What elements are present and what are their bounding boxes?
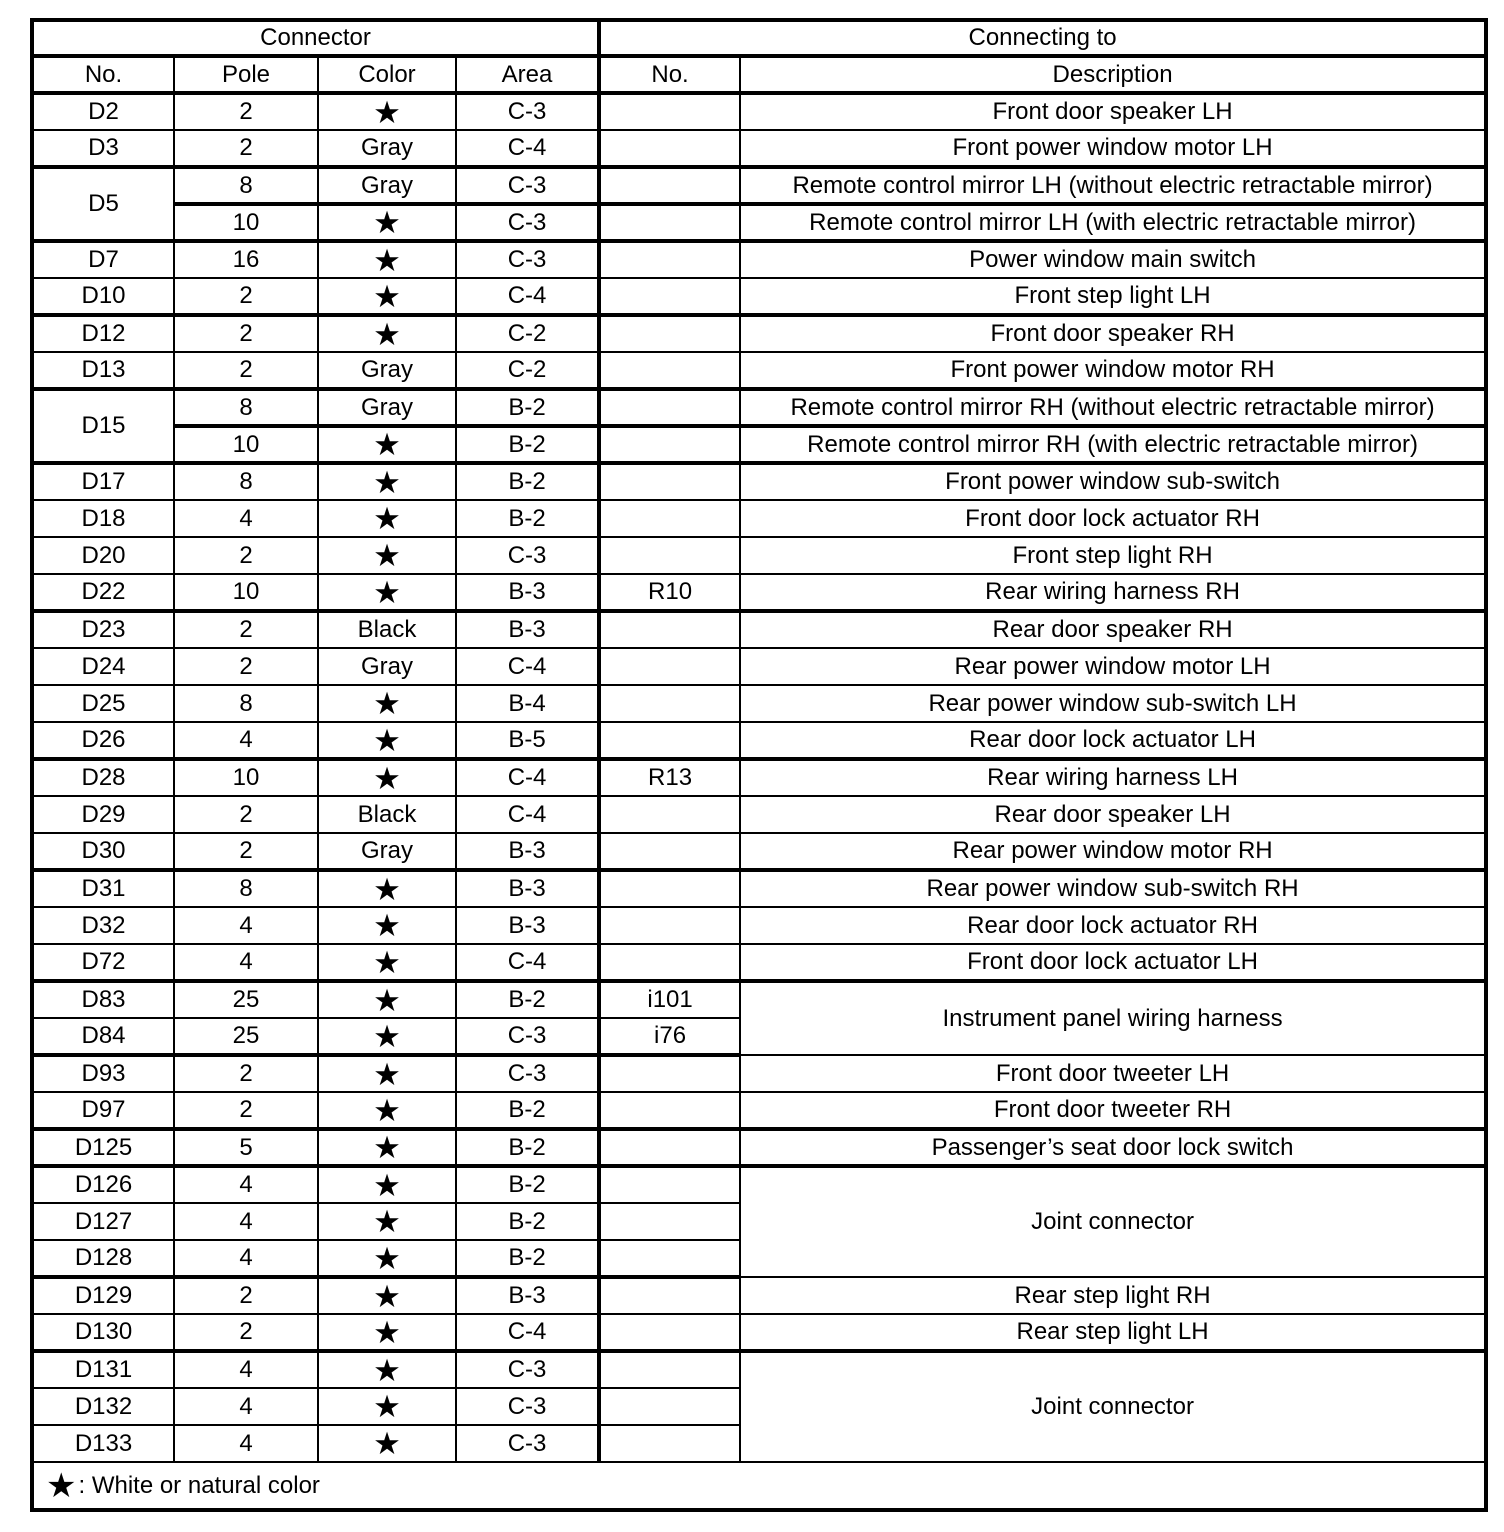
cell-connecting-no: R10 — [599, 574, 740, 611]
cell-pole: 10 — [174, 426, 318, 463]
table-row — [32, 315, 1486, 352]
cell-area: B-4 — [456, 685, 599, 722]
cell-connecting-no — [599, 1166, 740, 1203]
star-icon: ★ — [46, 1466, 77, 1505]
table-row — [32, 167, 1486, 204]
cell-area: B-3 — [456, 870, 599, 907]
cell-connecting-no — [599, 167, 740, 204]
cell-area: C-2 — [456, 315, 599, 352]
cell-connector-no: D125 — [32, 1129, 174, 1166]
cell-connecting-no — [599, 1277, 740, 1314]
cell-description: Rear power window motor LH — [740, 648, 1486, 685]
star-icon-cell: ★ — [318, 1129, 456, 1166]
connector-table — [30, 18, 1488, 1512]
cell-connector-no: D7 — [32, 241, 174, 278]
cell-pole: 8 — [174, 389, 318, 426]
cell-description: Passenger’s seat door lock switch — [740, 1129, 1486, 1166]
cell-pole: 10 — [174, 759, 318, 796]
cell-area: C-4 — [456, 796, 599, 833]
cell-description: Rear door lock actuator LH — [740, 722, 1486, 759]
cell-connector-no: D28 — [32, 759, 174, 796]
cell-description: Front door speaker RH — [740, 315, 1486, 352]
cell-connecting-no — [599, 611, 740, 648]
table-row — [32, 93, 1486, 130]
cell-connecting-no — [599, 907, 740, 944]
cell-pole: 4 — [174, 1203, 318, 1240]
cell-description: Power window main switch — [740, 241, 1486, 278]
cell-pole: 2 — [174, 315, 318, 352]
cell-pole: 8 — [174, 870, 318, 907]
cell-description: Front step light LH — [740, 278, 1486, 315]
cell-connecting-no — [599, 278, 740, 315]
cell-area: C-4 — [456, 1314, 599, 1351]
star-icon-cell: ★ — [318, 981, 456, 1018]
cell-connector-no: D130 — [32, 1314, 174, 1351]
cell-connector-no: D29 — [32, 796, 174, 833]
table-row — [32, 574, 1486, 611]
star-icon-cell: ★ — [318, 870, 456, 907]
table-row — [32, 241, 1486, 278]
star-icon-cell: ★ — [318, 93, 456, 130]
cell-description: Rear door speaker RH — [740, 611, 1486, 648]
cell-description: Rear step light RH — [740, 1277, 1486, 1314]
cell-connector-no: D132 — [32, 1388, 174, 1425]
cell-connector-no: D23 — [32, 611, 174, 648]
cell-connecting-no — [599, 722, 740, 759]
cell-connecting-no — [599, 426, 740, 463]
cell-description: Rear step light LH — [740, 1314, 1486, 1351]
cell-area: C-4 — [456, 759, 599, 796]
cell-connecting-no — [599, 389, 740, 426]
star-icon-cell: ★ — [318, 1018, 456, 1055]
table-row — [32, 833, 1486, 870]
cell-connector-no: D72 — [32, 944, 174, 981]
cell-description: Rear wiring harness LH — [740, 759, 1486, 796]
table-row — [32, 907, 1486, 944]
cell-pole: 2 — [174, 93, 318, 130]
cell-area: B-2 — [456, 500, 599, 537]
cell-connecting-no — [599, 1092, 740, 1129]
cell-pole: 8 — [174, 685, 318, 722]
cell-connector-no: D12 — [32, 315, 174, 352]
star-icon-cell: ★ — [318, 722, 456, 759]
cell-connecting-no: R13 — [599, 759, 740, 796]
cell-pole: 4 — [174, 1166, 318, 1203]
cell-pole: 5 — [174, 1129, 318, 1166]
cell-connecting-no — [599, 1388, 740, 1425]
cell-area: C-4 — [456, 648, 599, 685]
star-icon-cell: ★ — [318, 426, 456, 463]
cell-area: B-2 — [456, 426, 599, 463]
star-icon-cell: ★ — [318, 278, 456, 315]
table-row — [32, 1055, 1486, 1092]
cell-connector-no: D17 — [32, 463, 174, 500]
cell-area: B-2 — [456, 981, 599, 1018]
cell-pole: 2 — [174, 1314, 318, 1351]
cell-description: Front door speaker LH — [740, 93, 1486, 130]
star-icon-cell: ★ — [318, 1055, 456, 1092]
cell-connecting-no — [599, 130, 740, 167]
cell-description: Rear power window sub-switch RH — [740, 870, 1486, 907]
star-icon-cell: ★ — [318, 685, 456, 722]
cell-connector-no: D22 — [32, 574, 174, 611]
star-icon-cell: ★ — [318, 241, 456, 278]
cell-description: Remote control mirror LH (with electric retractable mirror) — [740, 204, 1486, 241]
cell-color: Gray — [318, 352, 456, 389]
cell-connecting-no — [599, 1055, 740, 1092]
cell-connector-no: D24 — [32, 648, 174, 685]
cell-connector-no: D18 — [32, 500, 174, 537]
star-icon-cell: ★ — [318, 463, 456, 500]
cell-connector-no: D3 — [32, 130, 174, 167]
cell-area: B-3 — [456, 611, 599, 648]
cell-connector-no: D131 — [32, 1351, 174, 1388]
table-row — [32, 389, 1486, 426]
cell-area: C-2 — [456, 352, 599, 389]
cell-description: Rear power window motor RH — [740, 833, 1486, 870]
cell-connector-no: D15 — [32, 389, 174, 463]
cell-area: B-5 — [456, 722, 599, 759]
col-header-color: Color — [318, 56, 456, 93]
cell-pole: 10 — [174, 574, 318, 611]
cell-description: Front door tweeter LH — [740, 1055, 1486, 1092]
cell-pole: 2 — [174, 611, 318, 648]
cell-area: B-3 — [456, 1277, 599, 1314]
cell-pole: 8 — [174, 463, 318, 500]
cell-connecting-no — [599, 1351, 740, 1388]
cell-connector-no: D126 — [32, 1166, 174, 1203]
cell-pole: 2 — [174, 1055, 318, 1092]
table-row — [32, 611, 1486, 648]
cell-connector-no: D10 — [32, 278, 174, 315]
cell-color: Gray — [318, 167, 456, 204]
cell-pole: 2 — [174, 130, 318, 167]
cell-connector-no: D93 — [32, 1055, 174, 1092]
col-header-no: No. — [32, 56, 174, 93]
star-icon-cell: ★ — [318, 907, 456, 944]
cell-pole: 4 — [174, 1425, 318, 1462]
group-header-row — [32, 20, 1486, 56]
cell-description: Remote control mirror RH (without electric retractable mirror) — [740, 389, 1486, 426]
cell-area: C-3 — [456, 167, 599, 204]
cell-description: Rear door lock actuator RH — [740, 907, 1486, 944]
cell-description: Remote control mirror LH (without electric retractable mirror) — [740, 167, 1486, 204]
cell-color: Gray — [318, 648, 456, 685]
legend-text: : White or natural color — [78, 1471, 320, 1499]
cell-connector-no: D30 — [32, 833, 174, 870]
table-row — [32, 537, 1486, 574]
cell-connector-no: D31 — [32, 870, 174, 907]
cell-description: Front power window motor LH — [740, 130, 1486, 167]
cell-connector-no: D26 — [32, 722, 174, 759]
star-icon-cell: ★ — [318, 537, 456, 574]
star-icon-cell: ★ — [318, 574, 456, 611]
connector-group-header: Connector — [32, 20, 599, 56]
cell-connecting-no — [599, 241, 740, 278]
cell-connector-no: D83 — [32, 981, 174, 1018]
cell-pole: 4 — [174, 907, 318, 944]
cell-description: Front step light RH — [740, 537, 1486, 574]
cell-connecting-no — [599, 1203, 740, 1240]
cell-pole: 4 — [174, 1351, 318, 1388]
cell-pole: 4 — [174, 1240, 318, 1277]
cell-connecting-no: i76 — [599, 1018, 740, 1055]
cell-pole: 2 — [174, 1277, 318, 1314]
cell-connecting-no — [599, 1314, 740, 1351]
star-icon-cell: ★ — [318, 204, 456, 241]
cell-connecting-no — [599, 500, 740, 537]
cell-area: C-4 — [456, 278, 599, 315]
table-row — [32, 204, 1486, 241]
cell-connecting-no — [599, 204, 740, 241]
cell-area: C-3 — [456, 93, 599, 130]
cell-connector-no: D84 — [32, 1018, 174, 1055]
table-row — [32, 426, 1486, 463]
cell-connecting-no — [599, 93, 740, 130]
cell-area: C-3 — [456, 241, 599, 278]
cell-pole: 4 — [174, 500, 318, 537]
star-icon-cell: ★ — [318, 1092, 456, 1129]
cell-area: C-3 — [456, 1351, 599, 1388]
cell-area: B-2 — [456, 1092, 599, 1129]
cell-area: C-3 — [456, 537, 599, 574]
cell-color: Gray — [318, 130, 456, 167]
table-row — [32, 944, 1486, 981]
cell-pole: 2 — [174, 537, 318, 574]
table-row — [32, 981, 1486, 1018]
cell-connecting-no — [599, 352, 740, 389]
cell-area: C-4 — [456, 944, 599, 981]
cell-pole: 2 — [174, 278, 318, 315]
cell-pole: 2 — [174, 352, 318, 389]
connecting-to-group-header: Connecting to — [599, 20, 1486, 56]
cell-pole: 8 — [174, 167, 318, 204]
col-header-connecting-no: No. — [599, 56, 740, 93]
cell-connecting-no — [599, 1240, 740, 1277]
table-row — [32, 1166, 1486, 1203]
cell-connecting-no: i101 — [599, 981, 740, 1018]
cell-connecting-no — [599, 1129, 740, 1166]
column-header-row — [32, 56, 1486, 93]
cell-color: Black — [318, 611, 456, 648]
table-row — [32, 500, 1486, 537]
cell-color: Gray — [318, 389, 456, 426]
table-row — [32, 463, 1486, 500]
cell-area: B-3 — [456, 833, 599, 870]
cell-pole: 25 — [174, 1018, 318, 1055]
cell-description: Instrument panel wiring harness — [740, 981, 1486, 1055]
legend — [32, 1462, 1486, 1510]
star-icon-cell: ★ — [318, 1240, 456, 1277]
cell-connector-no: D127 — [32, 1203, 174, 1240]
cell-connecting-no — [599, 944, 740, 981]
cell-description: Rear power window sub-switch LH — [740, 685, 1486, 722]
table-row — [32, 1351, 1486, 1388]
cell-area: B-2 — [456, 1129, 599, 1166]
cell-color: Gray — [318, 833, 456, 870]
cell-description: Joint connector — [740, 1166, 1486, 1277]
star-icon-cell: ★ — [318, 1166, 456, 1203]
cell-area: B-3 — [456, 574, 599, 611]
cell-description: Rear door speaker LH — [740, 796, 1486, 833]
cell-area: B-2 — [456, 1166, 599, 1203]
cell-connecting-no — [599, 870, 740, 907]
cell-connector-no: D128 — [32, 1240, 174, 1277]
star-icon-cell: ★ — [318, 315, 456, 352]
table-row — [32, 796, 1486, 833]
table-row — [32, 352, 1486, 389]
cell-connector-no: D97 — [32, 1092, 174, 1129]
cell-connector-no: D2 — [32, 93, 174, 130]
cell-connecting-no — [599, 463, 740, 500]
cell-area: B-3 — [456, 907, 599, 944]
cell-pole: 10 — [174, 204, 318, 241]
cell-pole: 2 — [174, 833, 318, 870]
table-row — [32, 1129, 1486, 1166]
table-row — [32, 870, 1486, 907]
cell-connecting-no — [599, 537, 740, 574]
cell-description: Joint connector — [740, 1351, 1486, 1462]
col-header-area: Area — [456, 56, 599, 93]
cell-description: Front door lock actuator LH — [740, 944, 1486, 981]
cell-area: C-4 — [456, 130, 599, 167]
cell-connecting-no — [599, 685, 740, 722]
cell-description: Rear wiring harness RH — [740, 574, 1486, 611]
cell-area: B-2 — [456, 463, 599, 500]
cell-description: Remote control mirror RH (with electric retractable mirror) — [740, 426, 1486, 463]
cell-pole: 2 — [174, 796, 318, 833]
star-icon-cell: ★ — [318, 1351, 456, 1388]
cell-area: C-3 — [456, 1055, 599, 1092]
table-footer — [32, 1462, 1486, 1510]
cell-connector-no: D32 — [32, 907, 174, 944]
cell-description: Front power window sub-switch — [740, 463, 1486, 500]
cell-pole: 4 — [174, 722, 318, 759]
cell-connecting-no — [599, 796, 740, 833]
star-icon-cell: ★ — [318, 1203, 456, 1240]
cell-connecting-no — [599, 315, 740, 352]
table-row — [32, 130, 1486, 167]
cell-pole: 4 — [174, 1388, 318, 1425]
cell-pole: 2 — [174, 1092, 318, 1129]
cell-connector-no: D13 — [32, 352, 174, 389]
table-body — [32, 93, 1486, 1462]
col-header-pole: Pole — [174, 56, 318, 93]
cell-connecting-no — [599, 1425, 740, 1462]
star-icon-cell: ★ — [318, 759, 456, 796]
cell-connector-no: D133 — [32, 1425, 174, 1462]
cell-area: B-2 — [456, 1203, 599, 1240]
cell-description: Front door tweeter RH — [740, 1092, 1486, 1129]
cell-description: Front door lock actuator RH — [740, 500, 1486, 537]
star-icon-cell: ★ — [318, 944, 456, 981]
cell-color: Black — [318, 796, 456, 833]
cell-connecting-no — [599, 833, 740, 870]
cell-connector-no: D5 — [32, 167, 174, 241]
cell-area: C-3 — [456, 1425, 599, 1462]
table-row — [32, 685, 1486, 722]
star-icon-cell: ★ — [318, 500, 456, 537]
cell-area: C-3 — [456, 204, 599, 241]
table-row — [32, 1277, 1486, 1314]
star-icon-cell: ★ — [318, 1425, 456, 1462]
cell-pole: 16 — [174, 241, 318, 278]
cell-area: B-2 — [456, 1240, 599, 1277]
table-header — [32, 20, 1486, 93]
cell-area: C-3 — [456, 1388, 599, 1425]
cell-connector-no: D20 — [32, 537, 174, 574]
cell-connector-no: D25 — [32, 685, 174, 722]
cell-pole: 25 — [174, 981, 318, 1018]
star-icon-cell: ★ — [318, 1277, 456, 1314]
table-row — [32, 759, 1486, 796]
cell-pole: 4 — [174, 944, 318, 981]
cell-area: B-2 — [456, 389, 599, 426]
legend-row — [32, 1462, 1486, 1510]
cell-description: Front power window motor RH — [740, 352, 1486, 389]
col-header-description: Description — [740, 56, 1486, 93]
table-row — [32, 1314, 1486, 1351]
cell-pole: 2 — [174, 648, 318, 685]
table-row — [32, 722, 1486, 759]
cell-connector-no: D129 — [32, 1277, 174, 1314]
star-icon-cell: ★ — [318, 1388, 456, 1425]
cell-connecting-no — [599, 648, 740, 685]
cell-area: C-3 — [456, 1018, 599, 1055]
star-icon-cell: ★ — [318, 1314, 456, 1351]
table-row — [32, 648, 1486, 685]
table-row — [32, 1092, 1486, 1129]
table-row — [32, 278, 1486, 315]
